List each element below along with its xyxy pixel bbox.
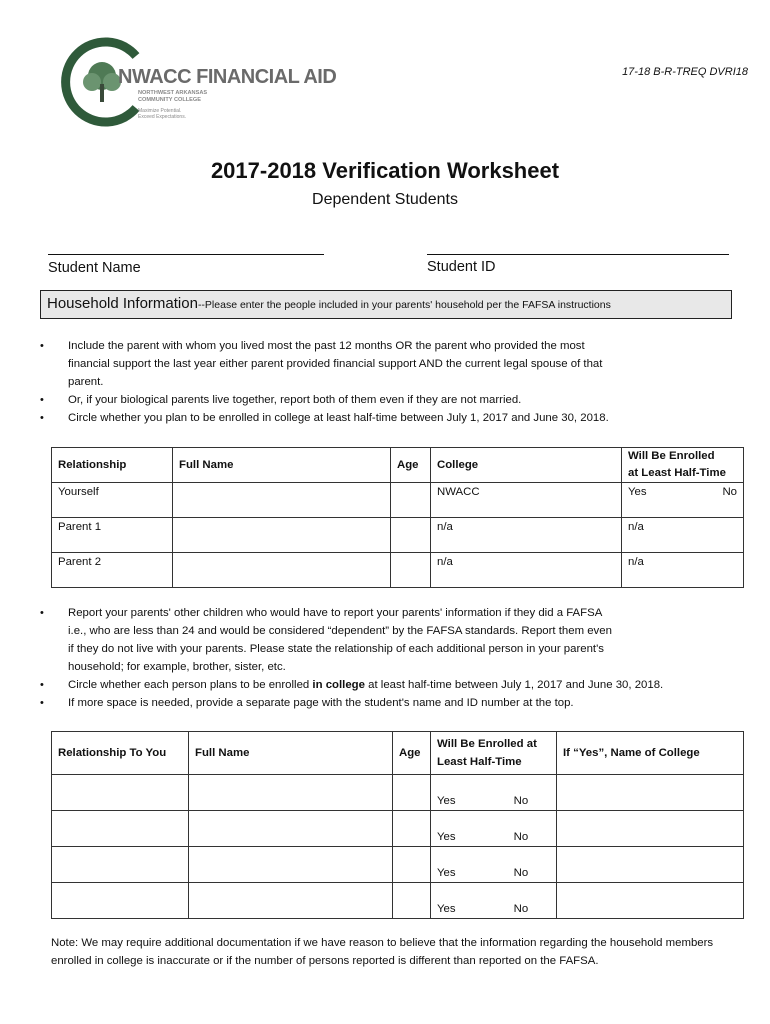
enroll-cell: [431, 883, 557, 919]
instruction-item: • Circle whether you plan to be enrolled in college at least half-time between July 1, 2017 and June 30, 2018.: [40, 409, 740, 427]
form-code: 17-18 B-R-TREQ DVRI18: [622, 66, 748, 78]
college-name-cell[interactable]: [557, 775, 744, 811]
other-members-table: [51, 731, 744, 919]
table-row: [52, 518, 744, 553]
household-info-header: [40, 290, 732, 319]
student-name-label: Student Name: [48, 260, 141, 276]
yes-option[interactable]: Yes: [437, 867, 456, 879]
logo-tagline: Maximize Potential. Exceed Expectations.: [138, 108, 187, 120]
col-college-name: If “Yes”, Name of College: [557, 732, 744, 775]
relationship-cell[interactable]: [52, 775, 189, 811]
instruction-item: • Circle whether each person plans to be enrolled in college at least half-time between July 1, 2017 and June 30, 2018.: [40, 676, 750, 694]
relationship-cell[interactable]: [52, 883, 189, 919]
age-cell[interactable]: [393, 847, 431, 883]
table-row: [52, 811, 744, 847]
age-cell[interactable]: [393, 811, 431, 847]
household-note: --Please enter the people included in your parents' household per the FAFSA instructions: [197, 299, 611, 311]
relationship-cell[interactable]: [52, 847, 189, 883]
student-id-label: Student ID: [427, 259, 496, 275]
col-age: Age: [393, 732, 431, 775]
instruction-item: • Report your parents' other children who would have to report your parents' information if they did a FAFSA i.e., who are less than 24 and would be considered “dependent” by the FAFSA standards. Report them even if they do not live with your parents. Please state the relationship of each additional person in your parent's household; for example, brother, sister, etc.: [40, 604, 750, 676]
no-option[interactable]: No: [513, 831, 529, 843]
instruction-item: • If more space is needed, provide a separate page with the student's name and ID number at the top.: [40, 694, 750, 712]
instruction-item: • Include the parent with whom you lived most the past 12 months OR the parent who provided the most financial support the last year either parent provided financial support AND the current legal spouse of that parent.: [40, 337, 740, 391]
age-cell[interactable]: [391, 553, 431, 588]
full-name-cell[interactable]: [189, 883, 393, 919]
nwacc-logo: [58, 36, 337, 128]
logo-college-name: NORTHWEST ARKANSAS COMMUNITY COLLEGE: [138, 90, 208, 103]
household-title: Household Information: [47, 295, 198, 312]
relationship-cell: Parent 1: [52, 518, 173, 553]
instruction-item: • Or, if your biological parents live together, report both of them even if they are not married.: [40, 391, 740, 409]
full-name-cell[interactable]: [189, 811, 393, 847]
page-title: 2017-2018 Verification Worksheet: [210, 158, 560, 183]
student-id-line[interactable]: [427, 254, 729, 255]
table-header-row: [52, 732, 744, 775]
full-name-cell[interactable]: [173, 483, 391, 518]
college-name-cell[interactable]: [557, 847, 744, 883]
enroll-cell: n/a: [622, 518, 744, 553]
age-cell[interactable]: [393, 775, 431, 811]
college-name-cell[interactable]: [557, 811, 744, 847]
age-cell[interactable]: [391, 518, 431, 553]
student-name-line[interactable]: [48, 254, 324, 255]
yes-option[interactable]: Yes: [628, 486, 647, 498]
no-option[interactable]: No: [722, 486, 737, 498]
table-row: [52, 883, 744, 919]
relationship-cell: Parent 2: [52, 553, 173, 588]
relationship-cell[interactable]: [52, 811, 189, 847]
no-option[interactable]: No: [513, 795, 529, 807]
college-cell: n/a: [431, 553, 622, 588]
enroll-cell: [431, 775, 557, 811]
table-header-row: [52, 448, 744, 483]
table-row: [52, 775, 744, 811]
household-instructions: [40, 337, 740, 427]
col-full-name: Full Name: [189, 732, 393, 775]
full-name-cell[interactable]: [173, 553, 391, 588]
other-members-instructions: [40, 604, 750, 712]
table-row: [52, 847, 744, 883]
full-name-cell[interactable]: [189, 775, 393, 811]
age-cell[interactable]: [391, 483, 431, 518]
age-cell[interactable]: [393, 883, 431, 919]
enroll-cell: [431, 811, 557, 847]
full-name-cell[interactable]: [189, 847, 393, 883]
col-enrolled: Will Be Enrolled at Least Half-Time: [622, 448, 744, 483]
col-relationship: Relationship: [52, 448, 173, 483]
enroll-cell: [622, 483, 744, 518]
yes-option[interactable]: Yes: [437, 795, 456, 807]
college-name-cell[interactable]: [557, 883, 744, 919]
logo-wordmark: NWACC FINANCIAL AID: [118, 66, 337, 88]
college-cell: NWACC: [431, 483, 622, 518]
household-table: [51, 447, 744, 588]
full-name-cell[interactable]: [173, 518, 391, 553]
no-option[interactable]: No: [513, 867, 529, 879]
relationship-cell: Yourself: [52, 483, 173, 518]
footer-note: Note: We may require additional documentation if we have reason to believe that the information regarding the household members enrolled in college is inaccurate or if the number of persons reported is different than reported on the FAFSA.: [51, 937, 714, 967]
col-age: Age: [391, 448, 431, 483]
table-row: [52, 553, 744, 588]
enroll-cell: [431, 847, 557, 883]
enroll-cell: n/a: [622, 553, 744, 588]
college-cell: n/a: [431, 518, 622, 553]
col-relationship-to-you: Relationship To You: [52, 732, 189, 775]
col-enrolled: Will Be Enrolled at Least Half-Time: [431, 732, 557, 775]
col-college: College: [431, 448, 622, 483]
col-full-name: Full Name: [173, 448, 391, 483]
page-subtitle: Dependent Students: [312, 191, 458, 208]
yes-option[interactable]: Yes: [437, 831, 456, 843]
yes-option[interactable]: Yes: [437, 903, 456, 915]
no-option[interactable]: No: [513, 903, 529, 915]
table-row: [52, 483, 744, 518]
